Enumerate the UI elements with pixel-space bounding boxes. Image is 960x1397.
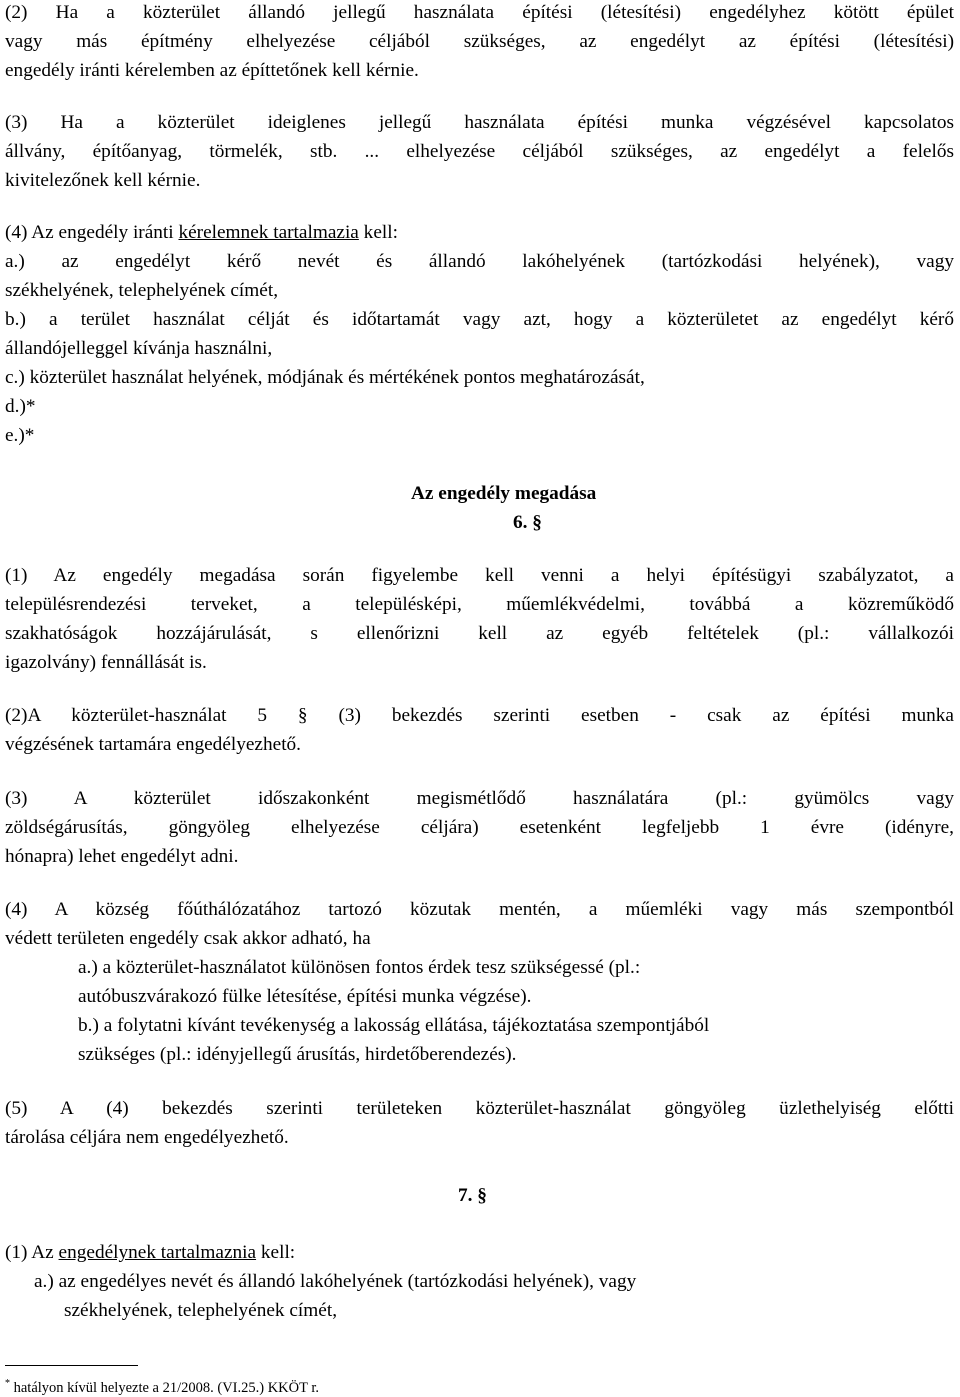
para4-prefix: (4) Az engedély iránti bbox=[5, 222, 179, 243]
s6-p2-line-1: (2)A közterület-használat 5 § (3) bekezdés szerinti esetben - csak az építési munka bbox=[5, 705, 954, 726]
s6-p4-item-a-line-2: autóbuszvárakozó fülke létesítése, építési munka végzése). bbox=[78, 986, 532, 1007]
s6-p3-line-2: zöldségárusítás, göngyöleg elhelyezése céljára) esetenként legfeljebb 1 évre (idényre, bbox=[5, 817, 954, 838]
footnote-separator bbox=[5, 1365, 138, 1366]
item-a-line-1: a.) az engedélyt kérő nevét és állandó lakóhelyének (tartózkodási helyének), vagy bbox=[5, 251, 954, 272]
s6-p4-line-2: védett területen engedély csak akkor adható, ha bbox=[5, 928, 371, 949]
footnote-marker: * bbox=[5, 1378, 10, 1389]
para2-line-2: vagy más építmény elhelyezése céljából szükséges, az engedélyt az építési (létesítési) bbox=[5, 31, 954, 52]
footnote-text: hatályon kívül helyezte a 21/2008. (VI.25.) KKÖT r. bbox=[10, 1380, 319, 1396]
footnote bbox=[5, 1375, 319, 1397]
s7-p1-suffix: kell: bbox=[256, 1242, 296, 1263]
item-c-line: c.) közterület használat helyének, módjának és mértékének pontos meghatározását, bbox=[5, 367, 645, 388]
item-e-line: e.)* bbox=[5, 425, 35, 446]
s7-p1-prefix: (1) Az bbox=[5, 1242, 59, 1263]
s6-p1-line-1: (1) Az engedély megadása során figyelembe kell venni a helyi építésügyi szabályzatot, a bbox=[5, 565, 954, 586]
section6-title: Az engedély megadása bbox=[411, 483, 597, 504]
s6-p1-line-4: igazolvány) fennállását is. bbox=[5, 652, 207, 673]
s7-item-a-line-1: a.) az engedélyes nevét és állandó lakóhelyének (tartózkodási helyének), vagy bbox=[34, 1271, 637, 1292]
para3-line-2: állvány, építőanyag, törmelék, stb. ... elhelyezése céljából szükséges, az engedélyt a felelős bbox=[5, 141, 954, 162]
s6-p5-line-2: tárolása céljára nem engedélyezhető. bbox=[5, 1127, 289, 1148]
item-d-line: d.)* bbox=[5, 396, 36, 417]
para2-line-3: engedély iránti kérelemben az építtetőnek kell kérnie. bbox=[5, 60, 419, 81]
item-a-line-2: székhelyének, telephelyének címét, bbox=[5, 280, 279, 301]
para4-suffix: kell: bbox=[358, 222, 398, 243]
para3-line-3: kivitelezőnek kell kérnie. bbox=[5, 170, 201, 191]
para4-line bbox=[5, 221, 954, 245]
item-b-line-1: b.) a terület használat célját és időtartamát vagy azt, hogy a közterületet az engedélyt kérő bbox=[5, 309, 954, 330]
s6-p2-line-2: végzésének tartamára engedélyezhető. bbox=[5, 734, 302, 755]
s6-p4-item-b-line-1: b.) a folytatni kívánt tevékenység a lakosság ellátása, tájékoztatása szempontjából bbox=[78, 1015, 710, 1036]
section7-number: 7. § bbox=[458, 1185, 487, 1206]
section6-number: 6. § bbox=[513, 512, 542, 533]
s6-p3-line-3: hónapra) lehet engedélyt adni. bbox=[5, 846, 239, 867]
s6-p5-line-1: (5) A (4) bekezdés szerinti területeken közterület-használat göngyöleg üzlethelyiség előtti bbox=[5, 1098, 954, 1119]
s6-p1-line-3: szakhatóságok hozzájárulását, s ellenőrizni kell az egyéb feltételek (pl.: vállalkozói bbox=[5, 623, 954, 644]
s6-p3-line-1: (3) A közterület időszakonként megismétlődő használatára (pl.: gyümölcs vagy bbox=[5, 788, 954, 809]
s7-item-a-line-2: székhelyének, telephelyének címét, bbox=[64, 1300, 338, 1321]
s6-p4-item-a-line-1: a.) a közterület-használatot különösen fontos érdek tesz szükségessé (pl.: bbox=[78, 957, 641, 978]
para4-underlined: kérelemnek tartalmazia bbox=[178, 222, 359, 243]
s6-p4-line-1: (4) A község főúthálózatához tartozó közutak mentén, a műemléki vagy más szempontból bbox=[5, 899, 954, 920]
para2-line-1: (2) Ha a közterület állandó jellegű használata építési (létesítési) engedélyhez kötött épület bbox=[5, 2, 954, 23]
s7-p1-line bbox=[5, 1241, 954, 1265]
s6-p1-line-2: településrendezési terveket, a településképi, műemlékvédelmi, továbbá a közreműködő bbox=[5, 594, 954, 615]
s6-p4-item-b-line-2: szükséges (pl.: idényjellegű árusítás, hirdetőberendezés). bbox=[78, 1044, 517, 1065]
s7-p1-underlined: engedélynek tartalmaznia bbox=[58, 1242, 257, 1263]
item-b-line-2: állandójelleggel kívánja használni, bbox=[5, 338, 273, 359]
para3-line-1: (3) Ha a közterület ideiglenes jellegű használata építési munka végzésével kapcsolatos bbox=[5, 112, 954, 133]
